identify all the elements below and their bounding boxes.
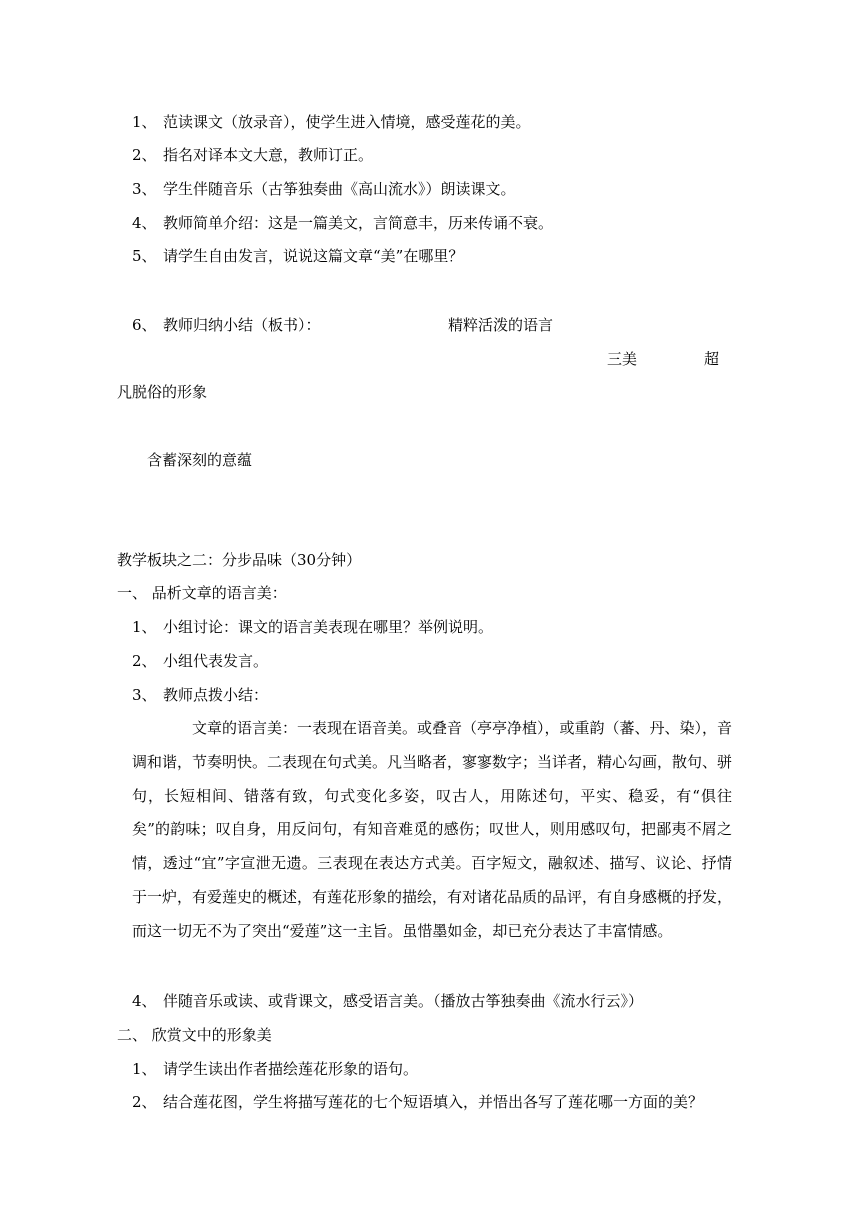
list-item <box>132 991 643 1011</box>
board-image-part2: 凡脱俗的形象 <box>117 383 208 401</box>
item-text: 范读课文（放录音），使学生进入情境，感受莲花的美。 <box>163 113 531 131</box>
item-number: 1、 <box>132 1060 157 1078</box>
board-image-part1: 超 <box>704 350 720 368</box>
item-number: 6、 <box>132 316 157 334</box>
summary-line <box>132 315 321 335</box>
item-number: 3、 <box>132 180 157 198</box>
part2-heading: 二、 欣赏文中的形象美 <box>117 1026 272 1044</box>
item-number: 5、 <box>132 247 157 265</box>
item-number: 4、 <box>132 992 157 1010</box>
summary-label: 教师归纳小结（板书）： <box>163 316 321 334</box>
item-text: 小组代表发言。 <box>163 652 269 670</box>
item-number: 2、 <box>132 652 157 670</box>
item-text: 教师点拨小结： <box>163 686 269 704</box>
list-item <box>132 685 268 705</box>
item-text: 伴随音乐或读、或背课文，感受语言美。（播放古筝独奏曲《流水行云》） <box>163 992 644 1010</box>
item-number: 4、 <box>132 214 157 232</box>
list-item <box>132 213 553 233</box>
list-item <box>132 1092 703 1112</box>
list-item <box>132 651 268 671</box>
item-text: 小组讨论：课文的语言美表现在哪里？举例说明。 <box>163 618 494 636</box>
part1-heading: 一、 品析文章的语言美： <box>117 584 287 602</box>
list-item <box>132 1059 418 1079</box>
list-item <box>132 145 373 165</box>
item-number: 1、 <box>132 113 157 131</box>
list-item <box>132 179 516 199</box>
board-item-language: 精粹活泼的语言 <box>448 316 554 334</box>
list-item <box>132 112 531 132</box>
item-text: 请学生自由发言，说说这篇文章“美”在哪里？ <box>163 247 464 265</box>
list-item <box>132 246 463 266</box>
item-text: 结合莲花图，学生将描写莲花的七个短语填入，并悟出各写了莲花哪一方面的美？ <box>163 1093 704 1111</box>
item-text: 请学生读出作者描绘莲花形象的语句。 <box>163 1060 419 1078</box>
item-text: 教师简单介绍：这是一篇美文，言简意丰，历来传诵不衰。 <box>163 214 554 232</box>
item-text: 指名对译本文大意，教师订正。 <box>163 146 374 164</box>
board-meaning: 含蓄深刻的意蕴 <box>147 451 253 469</box>
item-number: 2、 <box>132 146 157 164</box>
item-text: 学生伴随音乐（古筝独奏曲《高山流水》）朗读课文。 <box>163 180 516 198</box>
summary-paragraph: 文章的语言美：一表现在语音美。或叠音（亭亭净植），或重韵（蕃、丹、染），音调和谐，节奏明快。二表现在句式美。凡当略者，寥寥数字；当详者，精心勾画，散句、骈句，长短相间、错落有致，句式变化多姿，叹古人，用陈述句，平实、稳妥，有“俱往矣”的韵味；叹自身，用反问句，有知音难觅的感伤；叹世人，则用感叹句，把鄙夷不屑之情，透过“宜”字宣泄无遗。三表现在表达方式美。百字短文，融叙述、描写、议论、抒情于一炉，有爱莲史的概述，有莲花形象的描绘，有对诸花品质的品评，有自身感概的抒发，而这一切无不为了突出“爱莲”这一主旨。虽惜墨如金，却已充分表达了丰富情感。 <box>132 719 733 940</box>
item-number: 3、 <box>132 686 157 704</box>
item-number: 2、 <box>132 1093 157 1111</box>
item-number: 1、 <box>132 618 157 636</box>
list-item <box>132 617 493 637</box>
board-three-beauty: 三美 <box>607 350 638 368</box>
section-title: 教学板块之二：分步品味（30分钟） <box>117 551 362 569</box>
